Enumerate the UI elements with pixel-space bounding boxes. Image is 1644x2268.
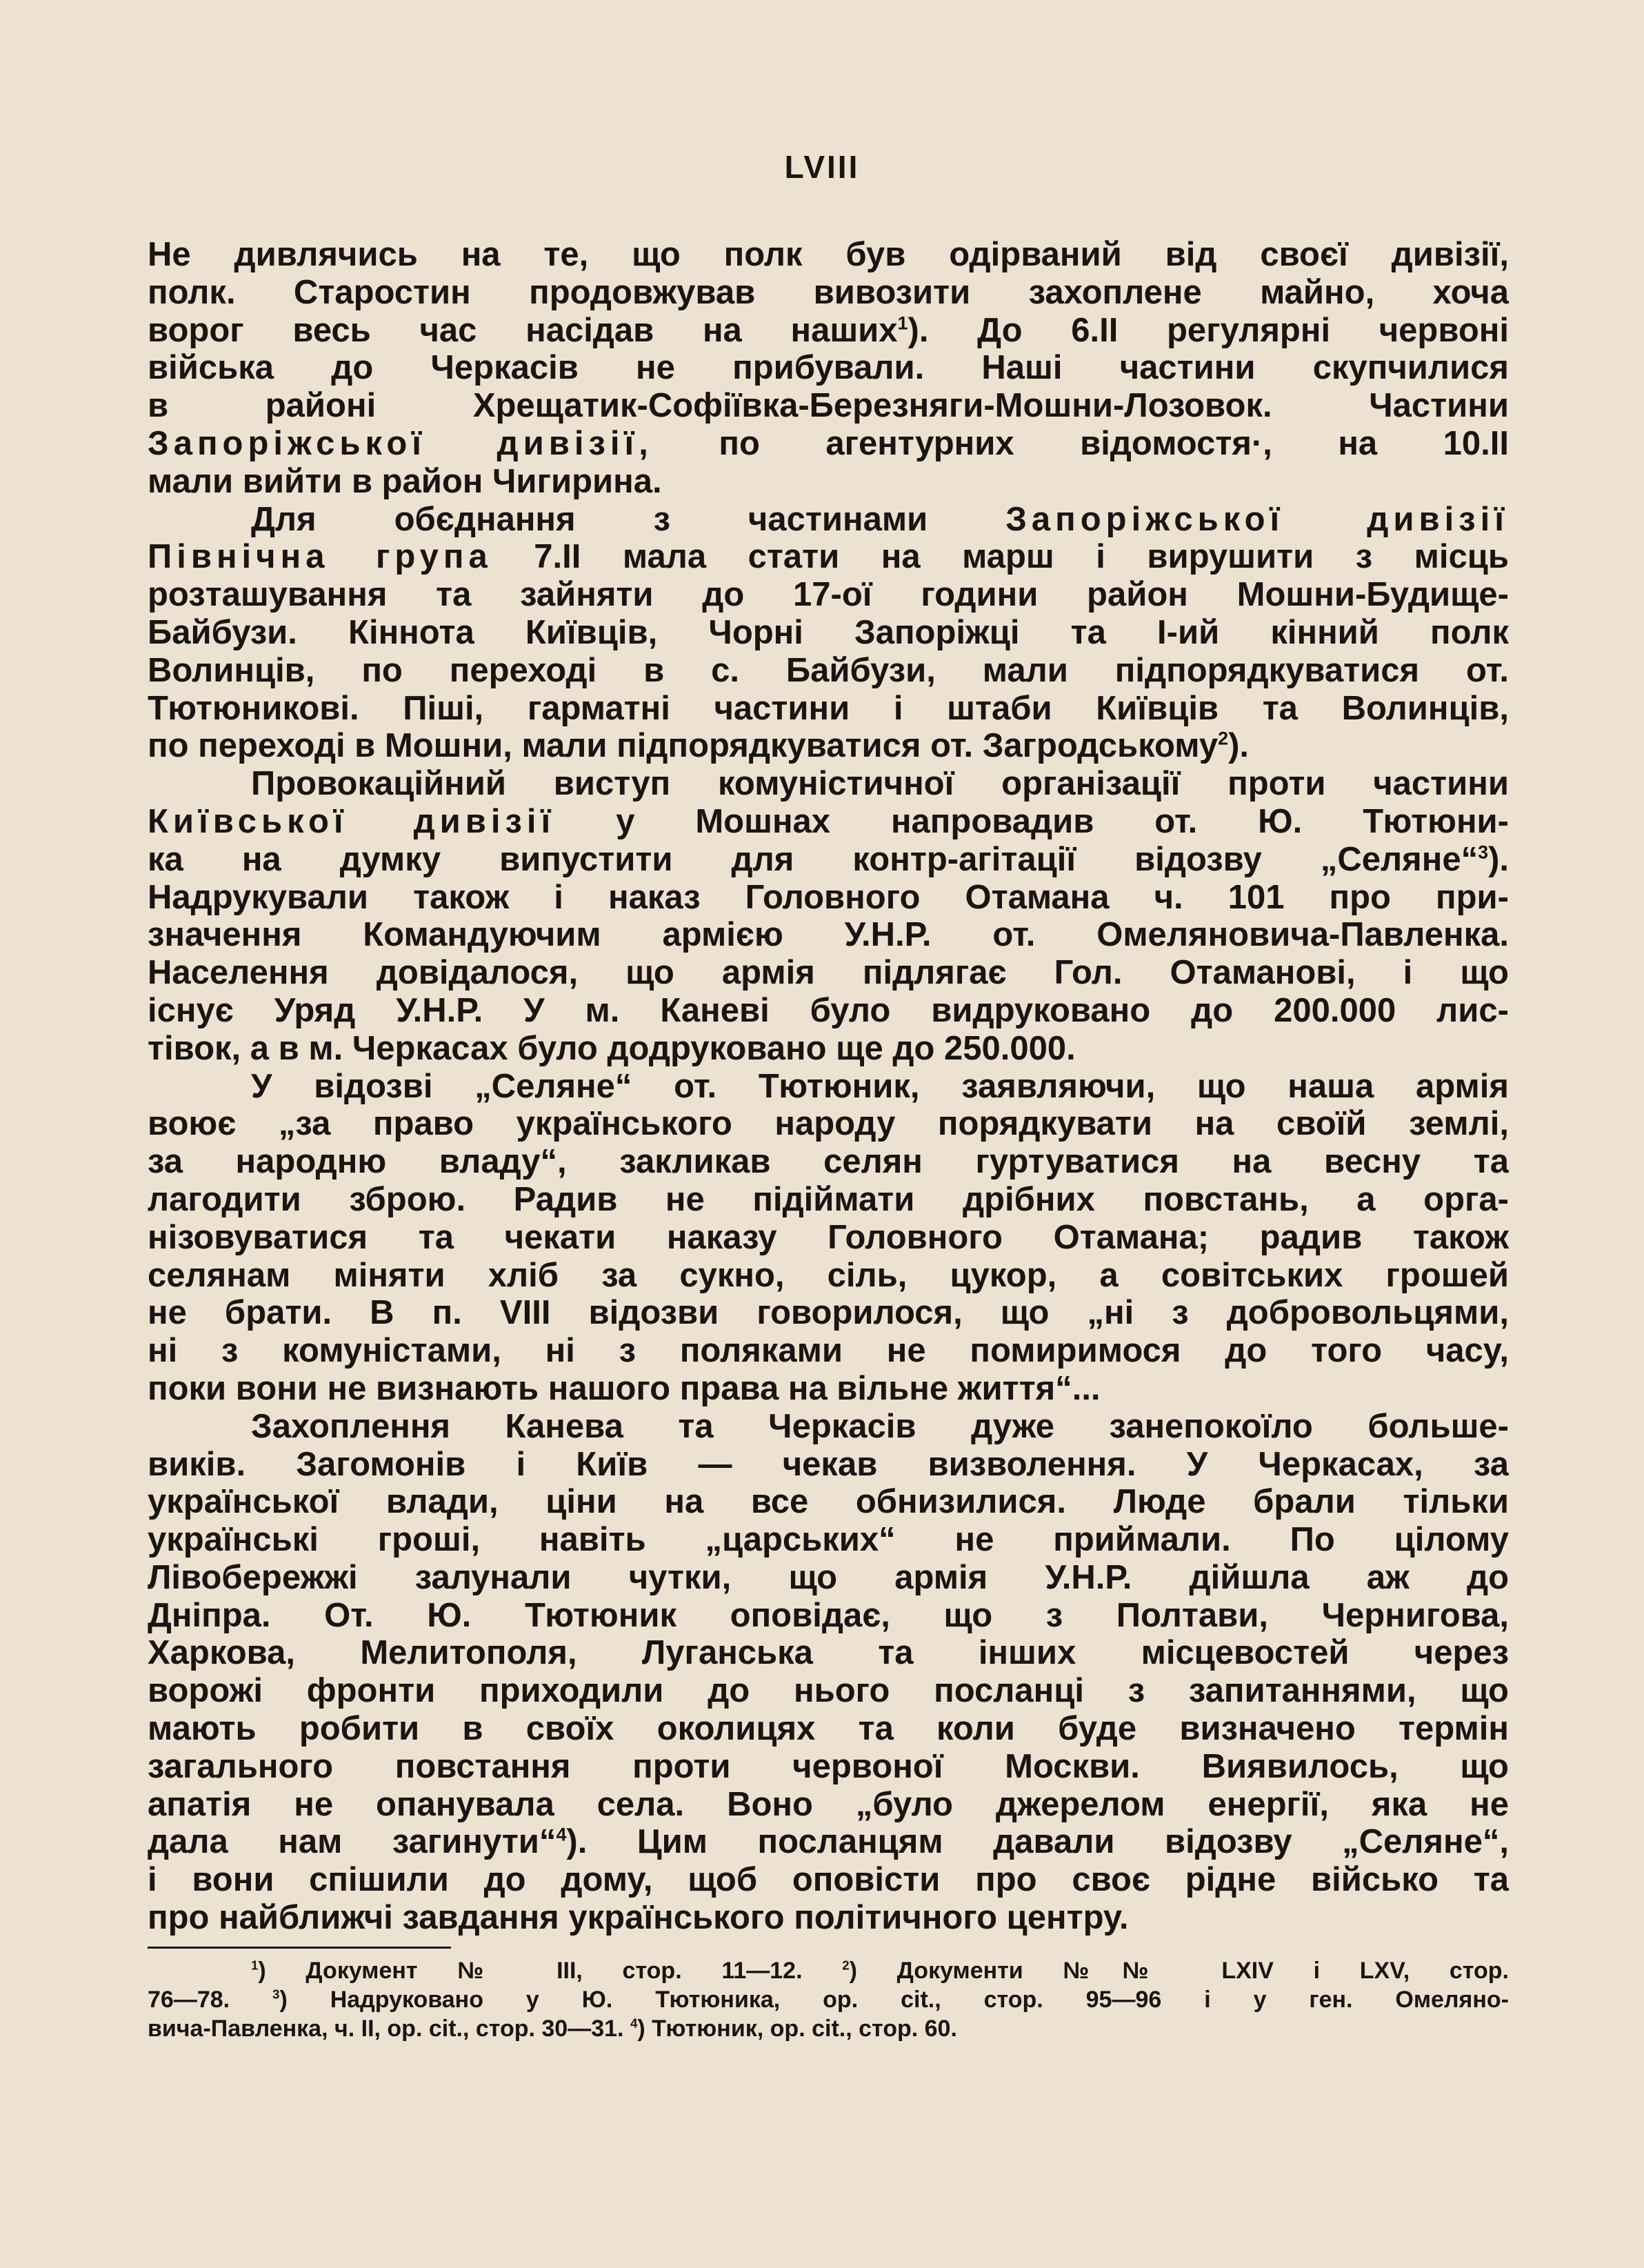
text-fragment: ворог весь час насідав на наших [148, 311, 898, 349]
text-line: У відозві „Селяне“ от. Тютюник, заявляючи, що наша армія [251, 1067, 1509, 1105]
footnotes [148, 1956, 1509, 2043]
text-fragment: ). Цим посланцям давали відозву „Селяне“, [566, 1823, 1509, 1861]
footnote-text: ) Документи №№ LXIV і LXV, стор. [849, 1958, 1509, 1984]
footnote-text: ) Надруковано у Ю. Тютюника, op. cit., стор. 95—96 і у ген. Омеляно- [279, 1987, 1509, 2013]
text-line: в районі Хрещатик-Софіївка-Березняги-Мошни-Лозовок. Частини [148, 387, 1509, 425]
text-fragment: ). [1488, 840, 1509, 878]
footnote-line [148, 2014, 1509, 2043]
text-line [148, 501, 1509, 539]
text-line [148, 1823, 1509, 1861]
spaced-text: Північна група [148, 538, 492, 576]
text-line: мають робити в своїх околицях та коли буде визначено термін [148, 1710, 1509, 1748]
footnote-text: ) Тютюник, op. cit., стор. 60. [637, 2016, 957, 2042]
text-fragment: ка на думку випустити для контр-агітації відозву „Селяне“ [148, 840, 1478, 878]
footnote-ref: 3 [1478, 842, 1489, 863]
text-line: Дніпра. От. Ю. Тютюник оповідає, що з Полтави, Чернигова, [148, 1596, 1509, 1634]
text-line: Волинців, по переході в с. Байбузи, мали підпорядкуватися от. [148, 651, 1509, 689]
text-fragment: Для обєднання з частинами [251, 500, 928, 538]
text-line: нізовуватися та чекати наказу Головного Отамана; радив також [148, 1218, 1509, 1256]
text-fragment: по переході в Мошни, мали підпорядкуватися от. Загродському [148, 727, 1219, 765]
footnote-ref: 1 [897, 312, 908, 334]
footnote-ref: 2 [1218, 728, 1229, 750]
text-line: за народню владу“, закликав селян гуртуватися на весну та [148, 1143, 1509, 1181]
text-line: полк. Старостин продовжував вивозити захоплене майно, хоча [148, 273, 1509, 311]
text-fragment: у Мошнах напровадив от. Ю. Тютюни- [616, 802, 1509, 840]
footnote-text: ) Документ № III, стор. 11—12. [258, 1958, 803, 1984]
text-line: існує Уряд У.Н.Р. У м. Каневі було видруковано до 200.000 лис- [148, 991, 1509, 1029]
text-line: Байбузи. Кіннота Київців, Чорні Запоріжці та I-ий кінний полк [148, 613, 1509, 651]
text-line: не брати. В п. VIII відозви говорилося, що „ні з добровольцями, [148, 1294, 1509, 1332]
text-line: загального повстання проти червоної Москви. Виявилось, що [148, 1747, 1509, 1785]
text-line: Лівобережжі залунали чутки, що армія У.Н.Р. дійшла аж до [148, 1558, 1509, 1596]
text-line [148, 803, 1509, 841]
footnote-line [148, 1985, 1509, 2014]
footnote-text: вича-Павленка, ч. II, op. cit., стор. 30—31. [148, 2016, 624, 2042]
text-line: про найближчі завдання українського політичного центру. [148, 1899, 1129, 1937]
text-line: Провокаційний виступ комуністичної організації проти частини [251, 765, 1509, 803]
text-line: мали вийти в район Чигирина. [148, 462, 662, 500]
page-number: LVIII [784, 149, 860, 185]
spaced-text: Київської дивізії [148, 802, 556, 840]
text-line: лагодити зброю. Радив не підіймати дрібних повстань, а орга- [148, 1180, 1509, 1218]
text-line: української влади, ціни на все обнизилися. Люде брали тільки [148, 1483, 1509, 1521]
text-line: Харкова, Мелитополя, Луганська та інших місцевостей через [148, 1634, 1509, 1672]
text-line: і вони спішили до дому, щоб оповісти про своє рідне військо та [148, 1861, 1509, 1899]
footnote-ref: 4 [556, 1824, 567, 1846]
text-line: Тютюникові. Піші, гарматні частини і штаби Київців та Волинців, [148, 689, 1509, 727]
text-line: апатія не опанувала села. Воно „було джерелом енергії, яка не [148, 1785, 1509, 1823]
body-text [148, 236, 1509, 1937]
text-line [148, 425, 1509, 463]
text-fragment: дала нам загинути“ [148, 1823, 557, 1861]
text-line: війська до Черкасів не прибували. Наші частини скупчилися [148, 349, 1509, 387]
text-line [148, 538, 1509, 576]
text-fragment: по агентурних відомостя·, на 10.II [719, 424, 1509, 462]
footnote-marker: 3 [272, 1987, 280, 2002]
footnote-text: 76—78. [148, 1987, 230, 2013]
text-line: поки вони не визнають нашого права на вільне життя“... [148, 1369, 1101, 1407]
text-line: значення Командуючим армією У.Н.Р. от. Омеляновича-Павленка. [148, 916, 1509, 954]
footnote-line [148, 1956, 1509, 1985]
text-line: Не дивлячись на те, що полк був одірваний від своєї дивізії, [148, 236, 1509, 273]
text-line: воює „за право українського народу порядкувати на своїй землі, [148, 1105, 1509, 1143]
footnote-divider [148, 1947, 451, 1949]
text-line [148, 841, 1509, 879]
footnote-marker: 4 [630, 2016, 638, 2031]
text-line: розташування та зайняти до 17-ої години район Мошни-Будище- [148, 576, 1509, 614]
text-line: Населення довідалося, що армія підлягає Гол. Отаманові, і що [148, 954, 1509, 992]
spaced-text: Запоріжської дивізії [1005, 500, 1509, 538]
text-line: селянам міняти хліб за сукно, сіль, цукор, а совітських грошей [148, 1256, 1509, 1294]
text-fragment: ). [1228, 727, 1250, 765]
text-line: Надрукували також і наказ Головного Отамана ч. 101 про при- [148, 878, 1509, 916]
footnote-marker: 1 [251, 1958, 259, 1973]
text-line: Захоплення Канева та Черкасів дуже занепокоїло больше- [251, 1407, 1509, 1445]
text-line: українські гроші, навіть „царських“ не приймали. По цілому [148, 1521, 1509, 1559]
text-line: виків. Загомонів і Київ — чекав визволення. У Черкасах, за [148, 1445, 1509, 1483]
text-line: ворожі фронти приходили до нього посланці з запитаннями, що [148, 1672, 1509, 1710]
text-fragment: 7.II мала стати на марш і вирушити з місць [534, 538, 1509, 576]
text-line: ні з комуністами, ні з поляками не помиримося до того часу, [148, 1332, 1509, 1370]
text-line [148, 727, 1509, 765]
spaced-text: Запоріжської дивізії, [148, 424, 653, 462]
text-line: тівок, а в м. Черкасах було додруковано ще до 250.000. [148, 1029, 1076, 1067]
footnote-marker: 2 [842, 1958, 850, 1973]
text-fragment: ). До 6.II регулярні червоні [908, 311, 1509, 349]
text-line [148, 312, 1509, 350]
